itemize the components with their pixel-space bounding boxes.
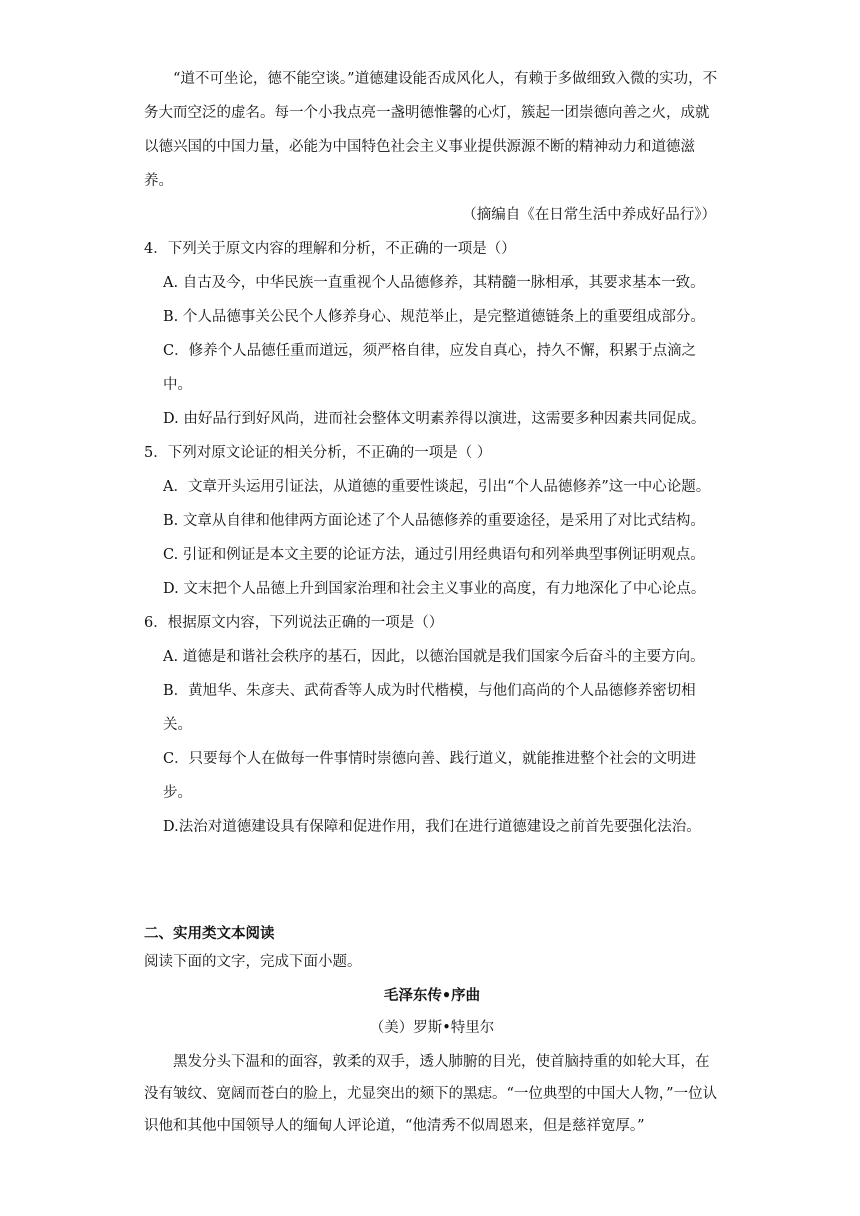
question-4-stem: 4．下列关于原文内容的理解和分析，不正确的一项是（）	[144, 241, 516, 257]
question-4-option-b: B. 个人品德事关公民个人修养身心、规范举止，是完整道德链条上的重要组成部分。	[163, 309, 705, 325]
section-heading: 二、实用类文本阅读	[144, 925, 275, 942]
question-5-stem: 5．下列对原文论证的相关分析，不正确的一项是（ ）	[144, 445, 492, 461]
passage-source: （摘编自《在日常生活中养成好品行》）	[462, 207, 716, 223]
article-title: 毛泽东传•序曲	[383, 987, 481, 1004]
question-4-option-a: A. 自古及今，中华民族一直重视个人品德修养，其精髓一脉相承，其要求基本一致。	[163, 275, 705, 291]
question-5-option-a: A．文章开头运用引证法，从道德的重要性谈起，引出“个人品德修养”这一中心论题。	[163, 479, 711, 495]
question-4-option-c: C．修养个人品德任重而道远，须严格自律，应发自真心，持久不懈，积累于点滴之中。	[163, 343, 697, 393]
question-5-option-d: D. 文末把个人品德上升到国家治理和社会主义事业的高度，有力地深化了中心论点。	[163, 581, 706, 597]
question-5-option-c: C. 引证和例证是本文主要的论证方法，通过引用经典语句和列举典型事例证明观点。	[163, 547, 705, 563]
question-5-option-b: B. 文章从自律和他律两方面论述了个人品德修养的重要途径，是采用了对比式结构。	[163, 513, 705, 529]
question-6-stem: 6．根据原文内容，下列说法正确的一项是（）	[144, 615, 444, 631]
section-instruction: 阅读下面的文字，完成下面小题。	[144, 954, 362, 970]
question-6-option-a: A. 道德是和谐社会秩序的基石，因此，以德治国就是我们国家今后奋斗的主要方向。	[163, 649, 705, 665]
question-6-option-d: D.法治对道德建设具有保障和促进作用，我们在进行道德建设之前首先要强化法治。	[163, 819, 701, 835]
question-4-option-d: D. 由好品行到好风尚，进而社会整体文明素养得以演进，这需要多种因素共同促成。	[163, 411, 706, 427]
passage-paragraph: “道不可坐论，德不能空谈。”道德建设能否成风化人，有赖于多做细致入微的实功，不务大而空泛的虚名。每一个小我点亮一盏明德惟馨的心灯，簇起一团崇德向善之火，成就以德兴国的中国力量，必能为中国特色社会主义事业提供源源不断的精神动力和道德滋养。	[144, 71, 718, 189]
article-paragraph: 黑发分头下温和的面容，敦柔的双手，透人肺腑的目光，使首脑持重的如轮大耳，在没有皱纹、宽阔而苍白的脸上，尤显突出的颏下的黑痣。“一位典型的中国大人物，”一位认识他和其他中国领导人的缅甸人评论道，“他清秀不似周恩来，但是慈祥宽厚。”	[144, 1054, 718, 1134]
article-author: （美）罗斯•特里尔	[369, 1020, 495, 1036]
question-6-option-b: B．黄旭华、朱彦夫、武荷香等人成为时代楷模，与他们高尚的个人品德修养密切相关。	[163, 683, 696, 733]
question-6-option-c: C．只要每个人在做每一件事情时崇德向善、践行道义，就能推进整个社会的文明进步。	[163, 751, 697, 801]
